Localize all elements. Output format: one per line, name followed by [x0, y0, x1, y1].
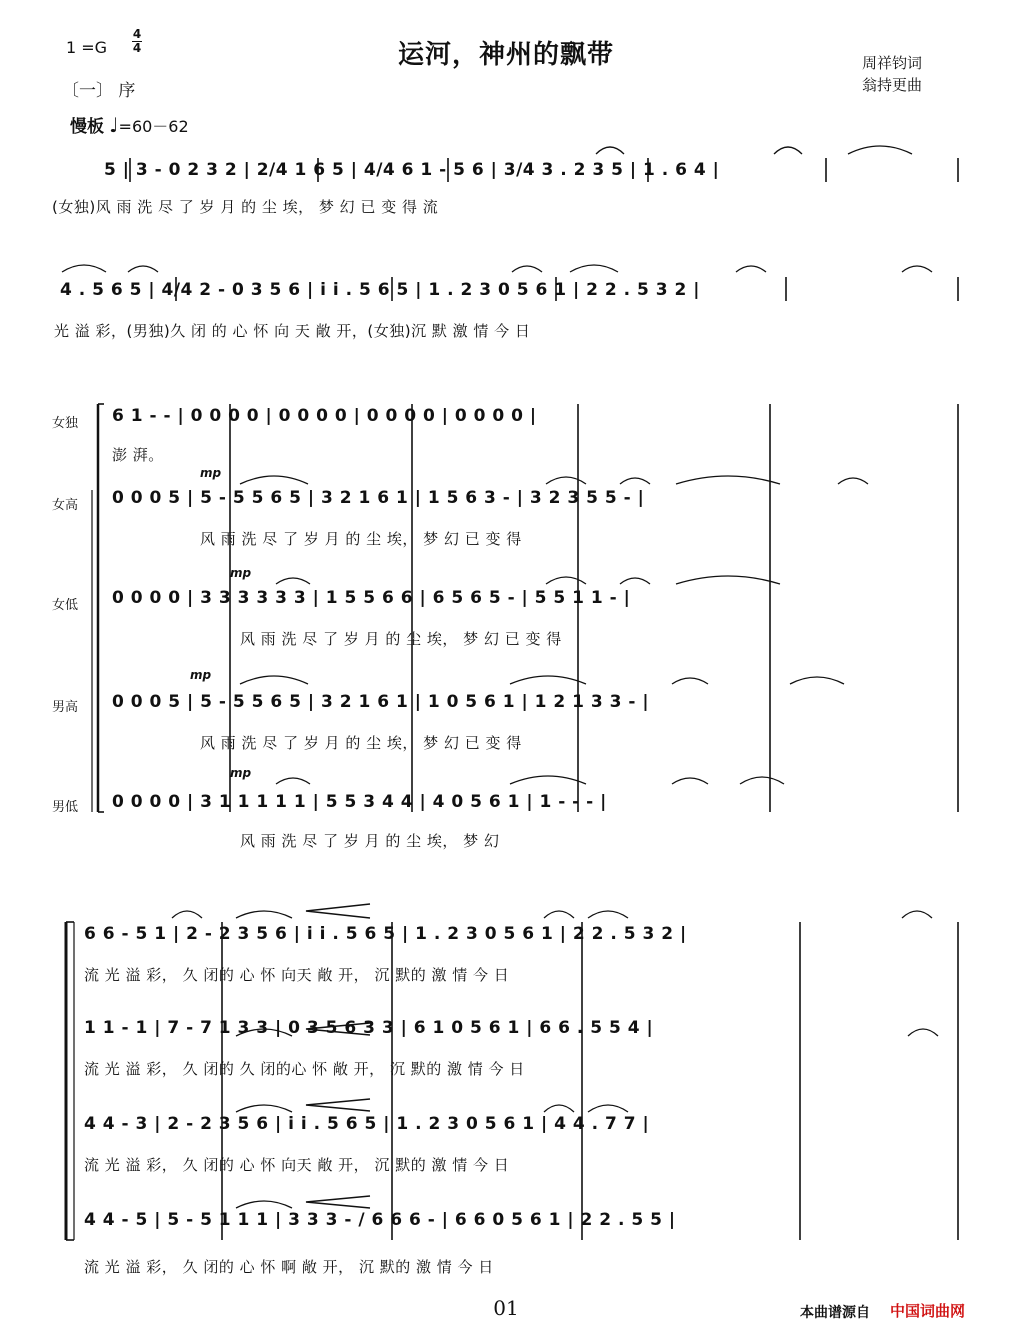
bass-lyrics-2: 流 光 溢 彩， 久 闭的 心 怀 啊 敞 开， 沉 默的 激 情 今 日 — [84, 1258, 494, 1276]
dynamic-mp-alto: mp — [230, 566, 252, 580]
bass-lyrics-1: 风 雨 洗 尽 了 岁 月 的 尘 埃， 梦 幻 — [240, 832, 500, 850]
lyricist-credit: 周祥钧词 — [862, 54, 923, 72]
soprano-lyrics-1: 风 雨 洗 尽 了 岁 月 的 尘 埃， 梦 幻 已 变 得 — [200, 530, 522, 548]
dynamic-mp-tenor: mp — [190, 668, 212, 682]
bass-notes-1: 0 0 0 0 | 3 1 1 1 1 1 | 5 5 3 4 4 | 4 0 5 6 1 | 1 - - - | — [112, 792, 607, 812]
part-label-female-solo: 女独 — [52, 416, 79, 431]
part-label-bass: 男低 — [52, 800, 79, 815]
soprano-lyrics-2: 流 光 溢 彩， 久 闭的 心 怀 向天 敞 开， 沉 默的 激 情 今 日 — [84, 966, 510, 984]
solo-lyrics-row-1: (女独)风 雨 洗 尽 了 岁 月 的 尘 埃， 梦 幻 已 变 得 流 — [52, 198, 439, 216]
part-label-soprano: 女高 — [52, 498, 79, 513]
source-label: 本曲谱源自 — [800, 1305, 870, 1321]
time-signature-bottom: 4 — [132, 41, 142, 55]
page-number: 01 — [493, 1296, 519, 1320]
female-solo-notes: 6 1 - - | 0 0 0 0 | 0 0 0 0 | 0 0 0 0 | 0 0 0 0 | — [112, 406, 537, 426]
solo-notes-row-2: 4 . 5 6 5 | 4/4 2 - 0 3 5 6 | i i . 5 6 5 | 1 . 2 3 0 5 6 1 | 2 2 . 5 3 2 | — [60, 280, 700, 300]
bass-notes-2: 4 4 - 5 | 5 - 5 1 1 1 | 3 3 3 - / 6 6 6 - | 6 6 0 5 6 1 | 2 2 . 5 5 | — [84, 1210, 676, 1230]
alto-lyrics-2: 流 光 溢 彩， 久 闭的 久 闭的心 怀 敞 开， 沉 默的 激 情 今 日 — [84, 1060, 525, 1078]
part-label-tenor: 男高 — [52, 700, 79, 715]
page-title: 运河，神州的飘带 — [397, 40, 614, 70]
tenor-notes-1: 0 0 0 5 | 5 - 5 5 6 5 | 3 2 1 6 1 | 1 0 5 6 1 | 1 2 1 3 3 - | — [112, 692, 650, 712]
solo-lyrics-row-2: 光 溢 彩，(男独)久 闭 的 心 怀 向 天 敞 开，(女独)沉 默 激 情 今 日 — [54, 322, 531, 340]
brand-watermark[interactable]: 中国词曲网 — [890, 1302, 966, 1320]
tempo-value: =60－62 — [118, 117, 189, 136]
part-label-alto: 女低 — [52, 598, 79, 613]
alto-notes-1: 0 0 0 0 | 3 3 3 3 3 3 | 1 5 5 6 6 | 6 5 6 5 - | 5 5 1 1 - | — [112, 588, 631, 608]
solo-notes-row-1: 5 | 3 - 0 2 3 2 | 2/4 1 6 5 | 4/4 6 1 - 5 6 | 3/4 3 . 2 3 5 | 1 . 6 4 | — [104, 160, 720, 180]
tenor-lyrics-1: 风 雨 洗 尽 了 岁 月 的 尘 埃， 梦 幻 已 变 得 — [200, 734, 522, 752]
tenor-notes-2: 4 4 - 3 | 2 - 2 3 5 6 | i i . 5 6 5 | 1 . 2 3 0 5 6 1 | 4 4 . 7 7 | — [84, 1114, 650, 1134]
tenor-lyrics-2: 流 光 溢 彩， 久 闭的 心 怀 向天 敞 开， 沉 默的 激 情 今 日 — [84, 1156, 510, 1174]
quarter-note-icon: ♩ — [109, 113, 119, 137]
dynamic-mp-soprano: mp — [200, 466, 222, 480]
alto-notes-2: 1 1 - 1 | 7 - 7 1 3 3 | 0 3 5 6 3 3 | 6 1 0 5 6 1 | 6 6 . 5 5 4 | — [84, 1018, 654, 1038]
dynamic-mp-bass: mp — [230, 766, 252, 780]
composer-credit: 翁持更曲 — [862, 76, 923, 94]
soprano-notes-2: 6 6 - 5 1 | 2 - 2 3 5 6 | i i . 5 6 5 | 1 . 2 3 0 5 6 1 | 2 2 . 5 3 2 | — [84, 924, 687, 944]
alto-lyrics-1: 风 雨 洗 尽 了 岁 月 的 尘 埃， 梦 幻 已 变 得 — [240, 630, 562, 648]
key-signature: 1 =G — [66, 38, 108, 57]
section-heading: 〔一〕 序 — [62, 81, 136, 101]
tempo-term: 慢板 — [70, 117, 104, 137]
soprano-notes-1: 0 0 0 5 | 5 - 5 5 6 5 | 3 2 1 6 1 | 1 5 6 3 - | 3 2 3 5 5 - | — [112, 488, 645, 508]
time-signature-top: 4 — [132, 27, 142, 41]
female-solo-lyrics: 澎 湃。 — [112, 446, 164, 464]
